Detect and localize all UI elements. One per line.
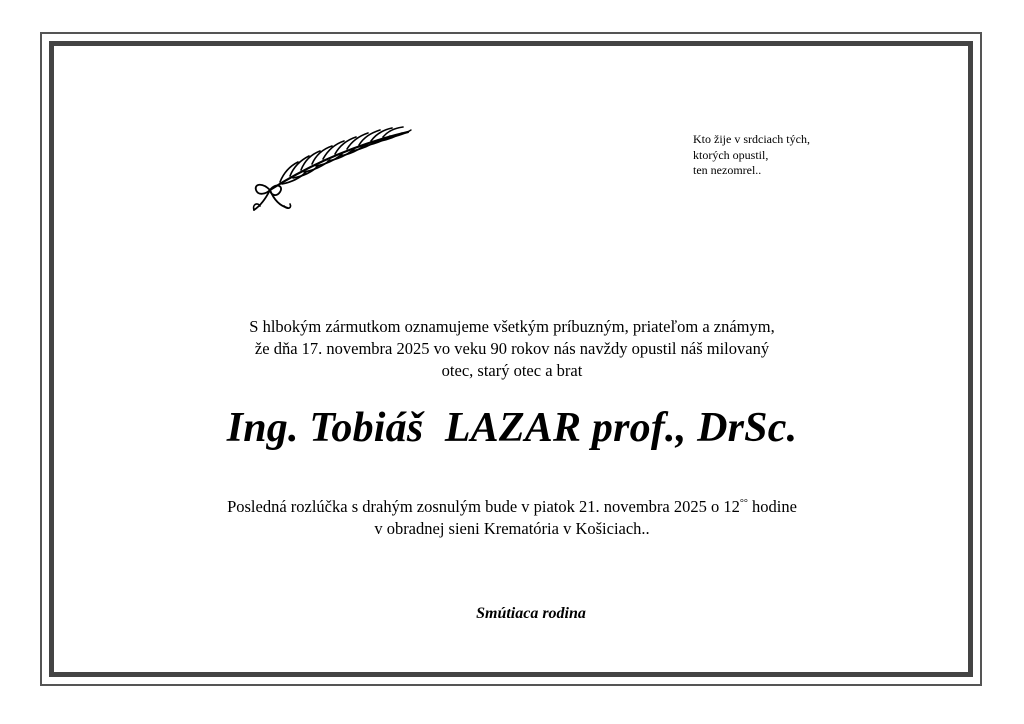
palm-branch-icon (248, 124, 414, 216)
motto-verse (693, 132, 810, 179)
signature: Smútiaca rodina (476, 605, 586, 622)
farewell-line-2: v obradnej sieni Krematória v Košiciach.. (374, 519, 650, 538)
announcement-line: otec, starý otec a brat (441, 361, 583, 380)
announcement-text (0, 316, 1024, 382)
farewell-line-1-main: Posledná rozlúčka s drahým zosnulým bude v piatok 21. novembra 2025 o 12 (227, 497, 740, 516)
farewell-line-1-end: hodine (747, 497, 797, 516)
farewell-time-superscript: °° (739, 498, 748, 509)
farewell-line-1 (0, 496, 1024, 518)
motto-line: ten nezomrel.. (693, 163, 762, 177)
announcement-line: že dňa 17. novembra 2025 vo veku 90 rokov nás navždy opustil náš milovaný (254, 339, 770, 358)
farewell-text (0, 496, 1024, 540)
motto-line: ktorých opustil, (693, 147, 769, 162)
announcement-line: S hlbokým zármutkom oznamujeme všetkým príbuzným, priateľom a známym, (249, 317, 775, 336)
motto-line: Kto žije v srdciach tých, (693, 132, 810, 146)
deceased-name: Ing. Tobiáš LAZAR prof., DrSc. (226, 405, 798, 451)
